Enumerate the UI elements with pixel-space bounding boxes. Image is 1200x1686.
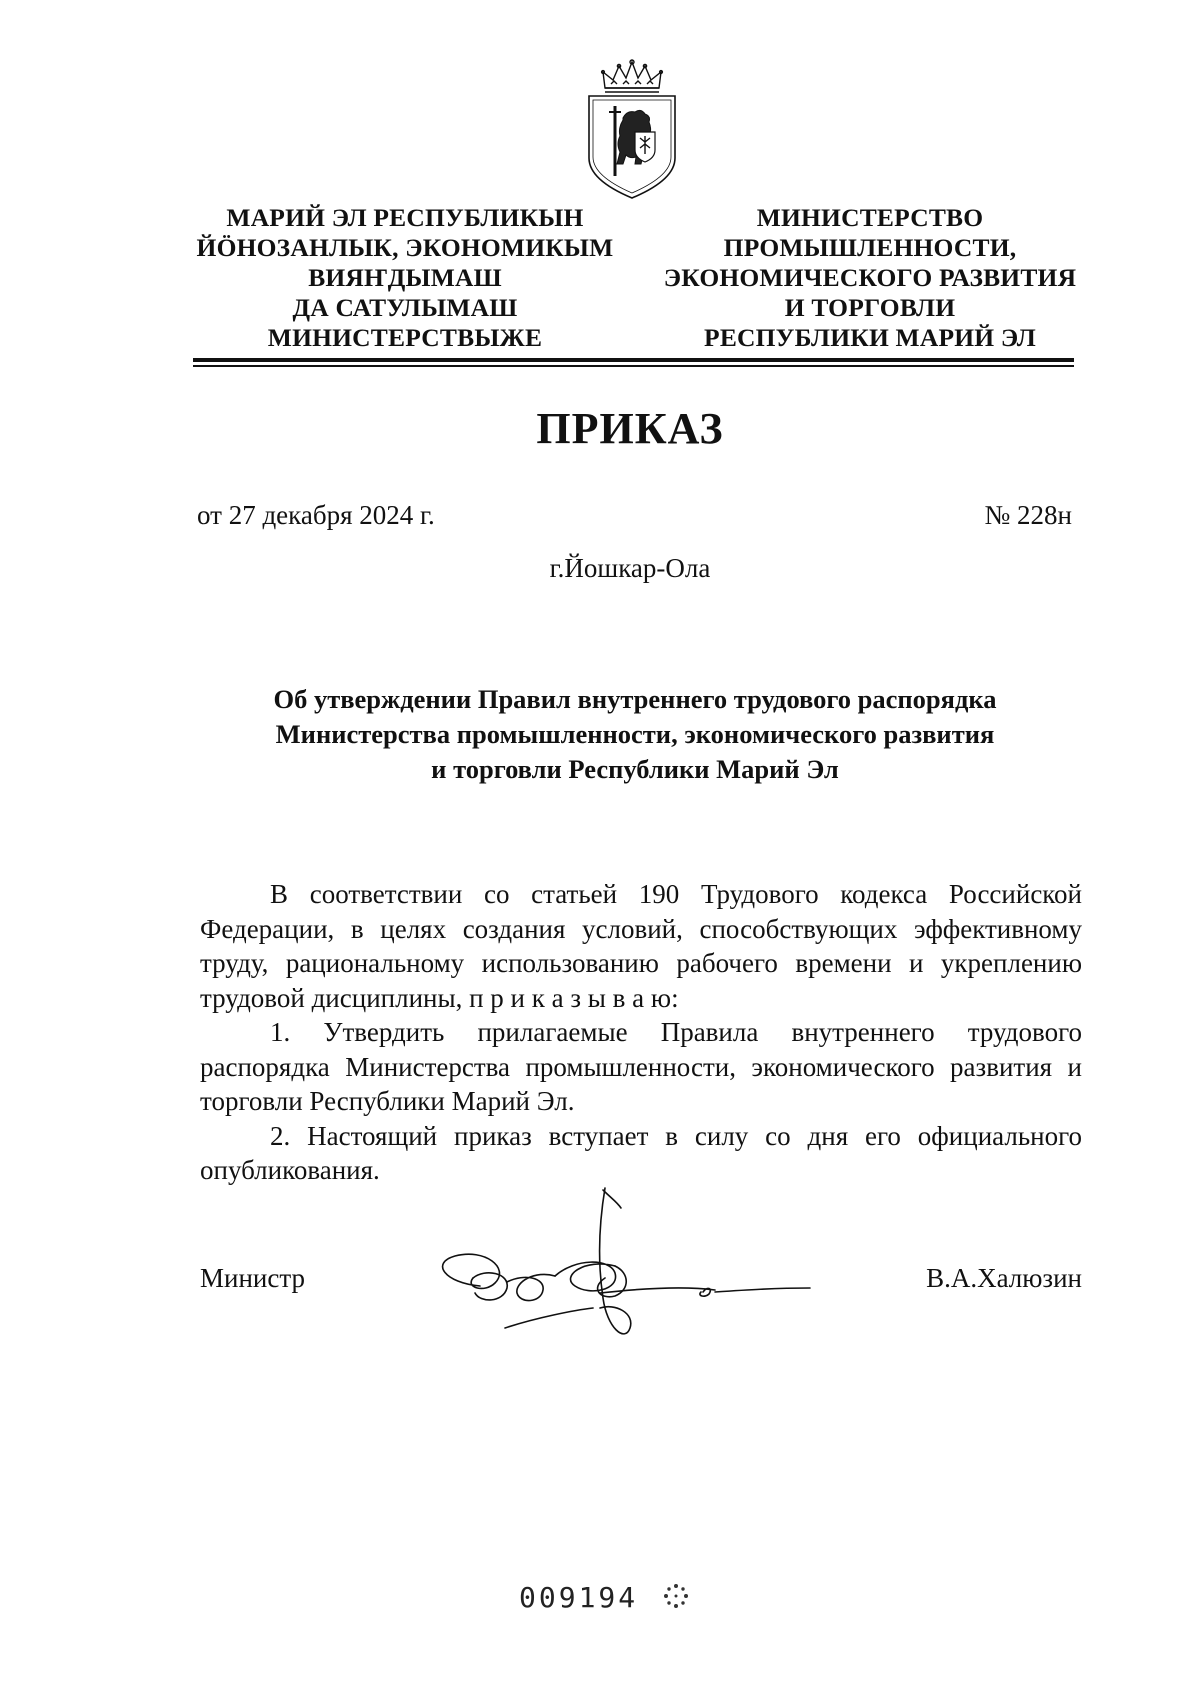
ministry-name-russian-line: РЕСПУБЛИКИ МАРИЙ ЭЛ	[704, 323, 1036, 352]
ministry-name-mari-line: МИНИСТЕРСТВЫЖЕ	[267, 323, 543, 352]
asterisk-mark-icon	[662, 1582, 690, 1610]
ministry-name-mari	[190, 203, 620, 353]
ministry-name-mari-line: ЙӦНОЗАНЛЫК, ЭКОНОМИКЫМ	[196, 233, 614, 262]
ministry-name-mari-line: МАРИЙ ЭЛ РЕСПУБЛИКЫН	[226, 203, 584, 232]
document-number: № 228н	[984, 500, 1072, 530]
signatory-name: В.А.Халюзин	[926, 1263, 1082, 1293]
body-paragraph: 1. Утвердить прилагаемые Правила внутреннего трудового распорядка Министерства промышленности, экономического развития и торговли Республики Марий Эл.	[200, 1017, 1082, 1116]
document-date: от 27 декабря 2024 г.	[197, 500, 435, 530]
ministry-name-mari-line: ВИЯҤДЫМАШ	[308, 263, 502, 292]
header-divider-thin	[193, 365, 1074, 367]
subject-line: Об утверждении Правил внутреннего трудового распорядка	[273, 684, 997, 714]
ministry-name-russian-line: ЭКОНОМИЧЕСКОГО РАЗВИТИЯ	[663, 263, 1077, 292]
body-paragraph: В соответствии со статьей 190 Трудового кодекса Российской Федерации, в целях создания условий, способствующих эффективному труду, рациональному использованию рабочего времени и укреплению трудовой дисциплины, п р и к а з ы в а ю:	[200, 879, 1082, 1013]
subject-line: и торговли Республики Марий Эл	[431, 754, 839, 784]
letterhead	[190, 203, 1080, 353]
signatory-title: Министр	[200, 1263, 305, 1293]
ministry-name-russian-line: И ТОРГОВЛИ	[784, 293, 956, 322]
body-paragraph: 2. Настоящий приказ вступает в силу со дня его официального опубликования.	[200, 1120, 1082, 1185]
document-city: г.Йошкар-Ола	[549, 553, 711, 583]
ministry-name-mari-line: ДА САТУЛЫМАШ	[292, 293, 518, 322]
document-subject	[0, 682, 1200, 787]
subject-line: Министерства промышленности, экономического развития	[275, 719, 995, 749]
form-serial-number: 009194	[519, 1581, 639, 1614]
document-type-title: ПРИКАЗ	[536, 404, 724, 453]
header-divider-thick	[193, 358, 1074, 362]
document-body	[200, 877, 1082, 1188]
ministry-name-russian-line: МИНИСТЕРСТВО	[756, 203, 984, 232]
ministry-name-russian-line: ПРОМЫШЛЕННОСТИ,	[723, 233, 1017, 262]
handwritten-signature	[425, 1178, 865, 1358]
ministry-name-russian	[660, 203, 1080, 353]
coat-of-arms-icon	[583, 58, 681, 200]
